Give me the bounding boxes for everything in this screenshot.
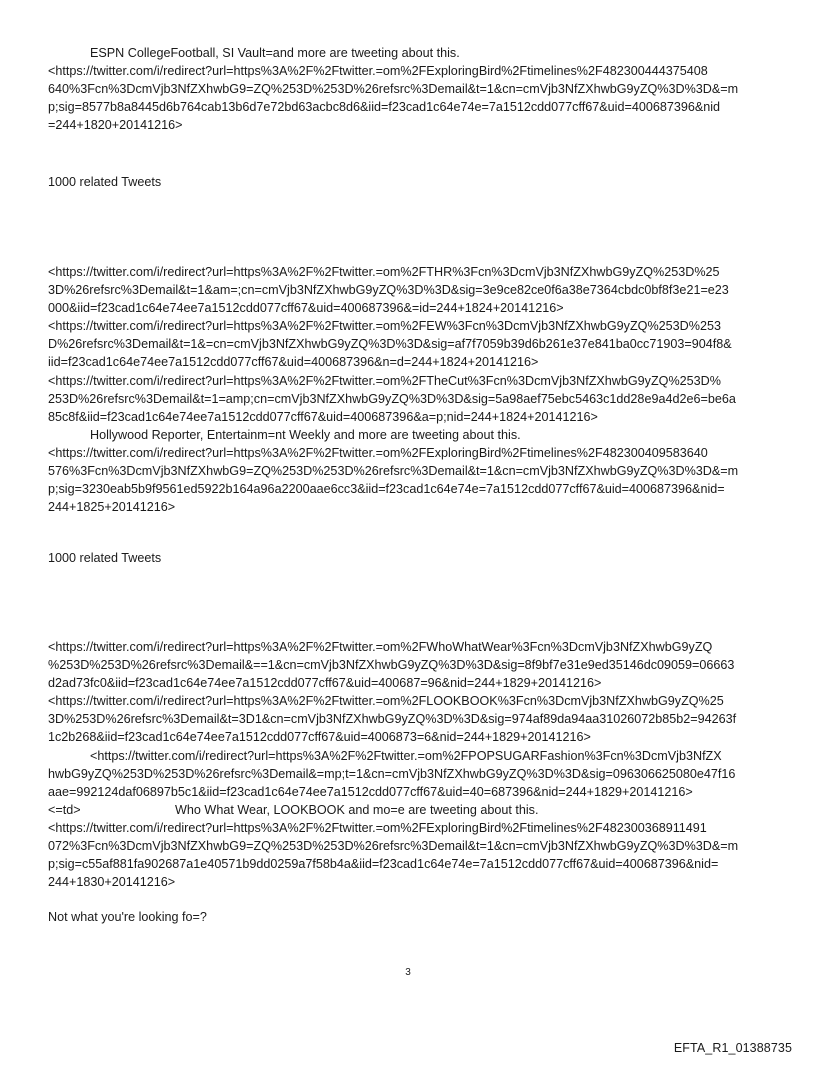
- text-block-redirect-links-2: <https://twitter.com/i/redirect?url=https%3A%2F%2Ftwitter.=om%2FWhoWhatWear%3Fcn%3DcmVjb3NfZXhwbG9yZQ %253D%253D%26refsrc%3Demail&==1&cn=cmVjb3NfZXhwbG9yZQ%3D%3D&sig=8f9bf7e31e9ed35146dc09059=06663 d2ad73fc0&iid=f23cad1c64e74ee7a1512cdd077cff67&uid=400687=96&nid=244+1829+20141216> <https://twitter.com/i/redirect?url=https%3A%2F%2Ftwitter.=om%2FLOOKBOOK%3Fcn%3DcmVjb3NfZXhwbG9yZQ%25 3D%253D%26refsrc%3Demail&t=3D1&cn=cmVjb3NfZXhwbG9yZQ%3D%3D&sig=974af89da94aa31026072b85b2=94263f 1c2b268&iid=f23cad1c64e74ee7a1512cdd077cff67&uid=4006873=6&nid=244+1829+20141216> <https://twitter.com/i/redirect?url=https%3A%2F%2Ftwitter.=om%2FPOPSUGARFashion%3Fcn%3DcmVjb3NfZX hwbG9yZQ%253D%253D%26refsrc%3Demail&=mp;t=1&cn=cmVjb3NfZXhwbG9yZQ%3D%3D&sig=096306625080e47f16 aae=992124daf06897b5c1&iid=f23cad1c64e74ee7a1512cdd077cff67&uid=40=687396&nid=244+1829+20141216> <=td> Who What Wear, LOOKBOOK and mo=e are tweeting about this. <https://twitter.com/i/redirect?url=https%3A%2F%2Ftwitter.=om%2FExploringBird%2Ftimelines%2F482300368911491 072%3Fcn%3DcmVjb3NfZXhwbG9=ZQ%253D%253D%26refsrc%3Demail&t=1&cn=cmVjb3NfZXhwbG9yZQ%3D%3D&=m p;sig=c55af881fa902687a1e40571b9dd0259a7f58b4a&iid=f23cad1c64e74e=7a1512cdd077cff67&uid=400687396&nid= 244+1830+20141216>: [48, 640, 739, 890]
- text-block-redirect-links-1: <https://twitter.com/i/redirect?url=https%3A%2F%2Ftwitter.=om%2FTHR%3Fcn%3DcmVjb3NfZXhwbG9yZQ%253D%25 3D%26refsrc%3Demail&t=1&am=;cn=cmVjb3NfZXhwbG9yZQ%3D%3D&sig=3e9ce82ce0f6a38e7364cbdc0bf8f3e21=e23 000&iid=f23cad1c64e74ee7a1512cdd077cff67&uid=400687396&=id=244+1824+20141216> <https://twitter.com/i/redirect?url=https%3A%2F%2Ftwitter.=om%2FEW%3Fcn%3DcmVjb3NfZXhwbG9yZQ%253D%253 D%26refsrc%3Demail&t=1&=cn=cmVjb3NfZXhwbG9yZQ%3D%3D&sig=af7f7059b39d6b261e37e841ba0cc71903=904f8& iid=f23cad1c64e74ee7a1512cdd077cff67&uid=400687396&n=d=244+1824+20141216> <https://twitter.com/i/redirect?url=https%3A%2F%2Ftwitter.=om%2FTheCut%3Fcn%3DcmVjb3NfZXhwbG9yZQ%253D% 253D%26refsrc%3Demail&t=1=amp;cn=cmVjb3NfZXhwbG9yZQ%3D%3D&sig=5a98aef75ebc5463c1dd28e9a4d2e6=be6a 85c8f&iid=f23cad1c64e74ee7a1512cdd077cff67&uid=400687396&a=p;nid=244+1824+20141216> Hollywood Reporter, Entertainm=nt Weekly and more are tweeting about this. <https://twitter.com/i/redirect?url=https%3A%2F%2Ftwitter.=om%2FExploringBird%2Ftimelines%2F482300409583640 576%3Fcn%3DcmVjb3NfZXhwbG9=ZQ%253D%253D%26refsrc%3Demail&t=1&cn=cmVjb3NfZXhwbG9yZQ%3D%3D&=m p;sig=3230eab5b9f9561ed5922b164a96a2200aae6cc3&iid=f23cad1c64e74e=7a1512cdd077cff67&uid=400687396&nid= 244+1825+20141216>: [48, 265, 739, 515]
- text-block-espn: ESPN CollegeFootball, SI Vault=and more are tweeting about this. <https://twitter.com/i/redirect?url=https%3A%2F%2Ftwitter.=om%2FExploringBird%2Ftimelines%2F482300444375408 640%3Fcn%3DcmVjb3NfZXhwbG9=ZQ%253D%253D%26refsrc%3Demail&t=1&cn=cmVjb3NfZXhwbG9yZQ%3D%3D&=m p;sig=8577b8a8445d6b764cab13b6d7e72bd63acbc8d6&iid=f23cad1c64e74e=7a1512cdd077cff67&uid=400687396&nid =244+1820+20141216>: [48, 46, 739, 133]
- not-looking-for-text: Not what you're looking fo=?: [48, 910, 207, 924]
- related-tweets-label-1: 1000 related Tweets: [48, 175, 162, 189]
- footer-document-id: EFTA_R1_01388735: [673, 1041, 792, 1055]
- related-tweets-label-2: 1000 related Tweets: [48, 551, 162, 565]
- page-number: 3: [405, 967, 411, 978]
